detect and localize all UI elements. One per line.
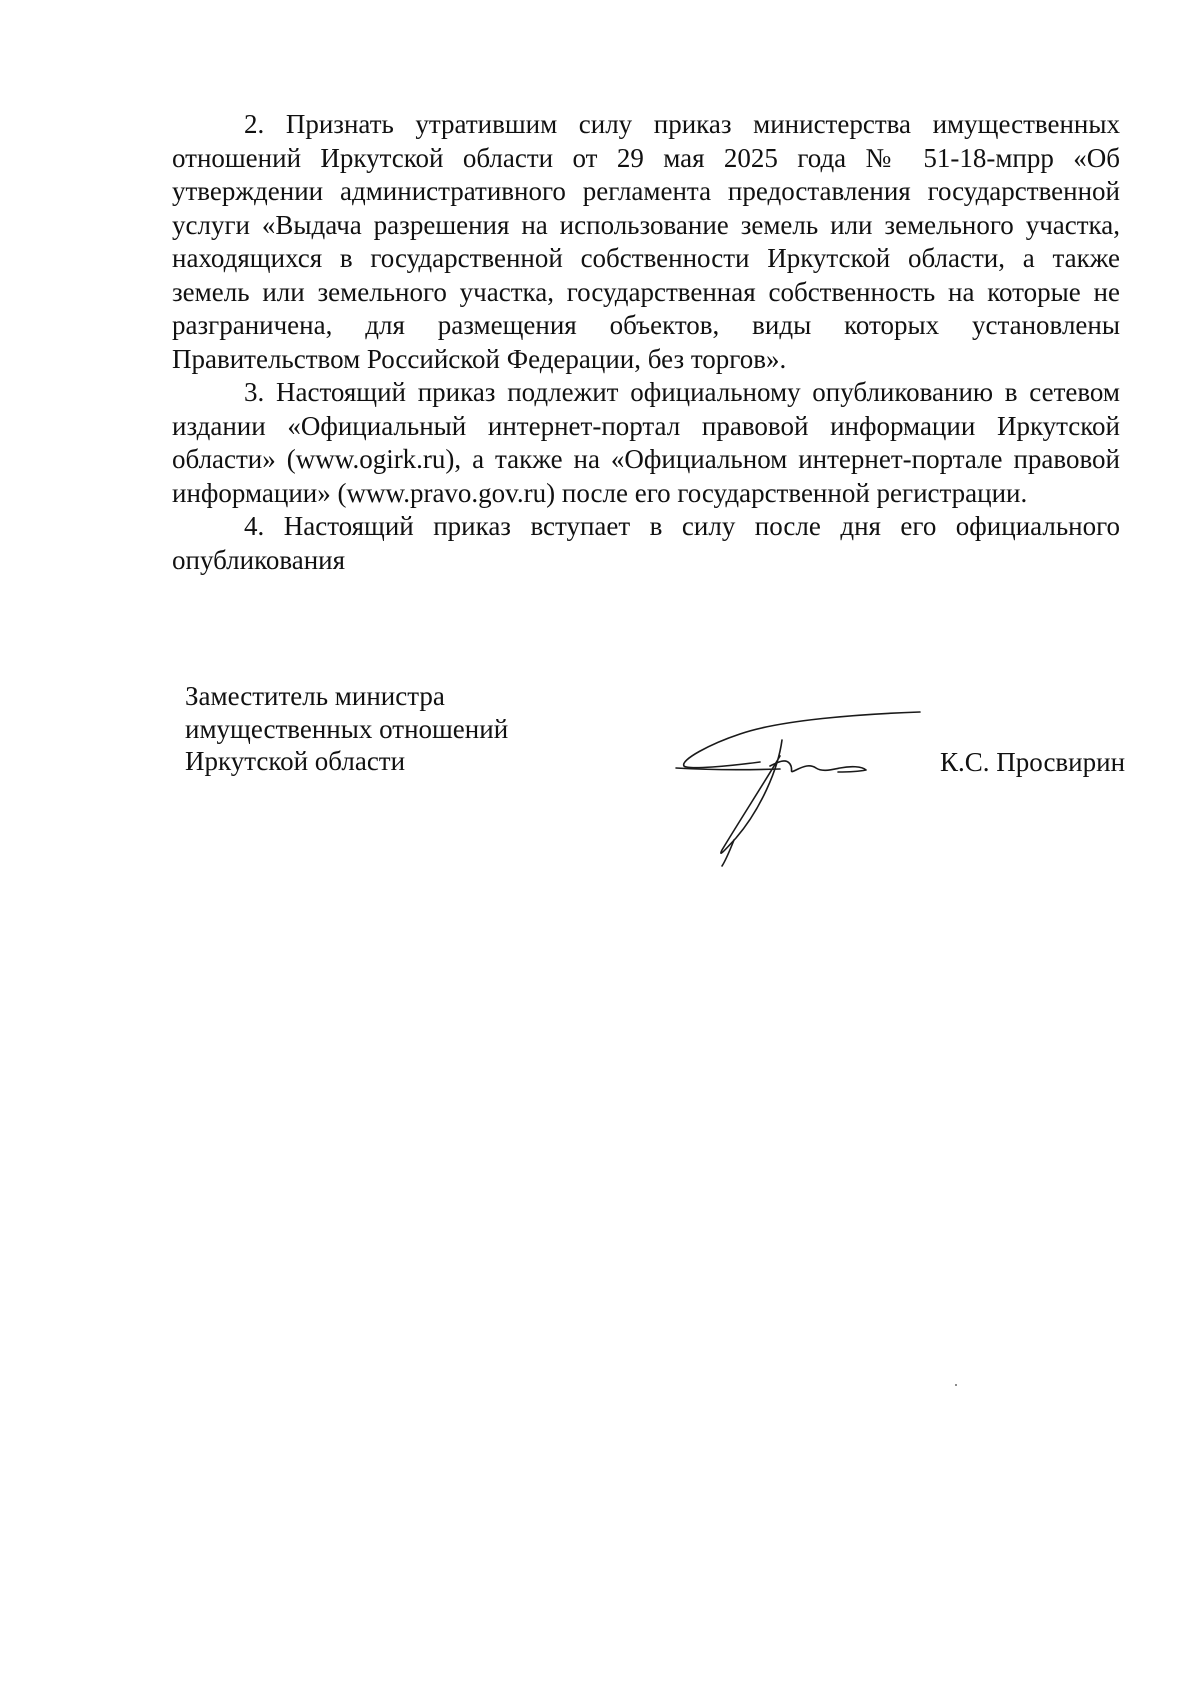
position-line-3: Иркутской области bbox=[185, 746, 406, 776]
scan-speck bbox=[955, 1384, 957, 1386]
paragraph-3: 3. Настоящий приказ подлежит официальному опубликованию в сетевом издании «Официальный интернет-портал правовой информации Иркутской области» (www.ogirk.ru), а также на «Официальном интернет-портале правовой информации» (www.pravo.gov.ru) после его государственной регистрации. bbox=[172, 377, 1120, 508]
handwritten-signature bbox=[670, 700, 930, 870]
signatory-position bbox=[185, 680, 508, 778]
paragraph-2: 2. Признать утратившим силу приказ министерства имущественных отношений Иркутской области от 29 мая 2025 года № 51-18-мпрр «Об утверждении административного регламента предоставления государственной услуги «Выдача разрешения на использование земель или земельного участка, находящихся в государственной собственности Иркутской области, а также земель или земельного участка, государственная собственность на которые не разграничена, для размещения объектов, виды которых установлены Правительством Российской Федерации, без торгов». bbox=[172, 109, 1120, 374]
document-body bbox=[172, 108, 1120, 577]
paragraph-4: 4. Настоящий приказ вступает в силу после дня его официального опубликования bbox=[172, 511, 1120, 575]
position-line-1: Заместитель министра bbox=[185, 681, 445, 711]
position-line-2: имущественных отношений bbox=[185, 713, 509, 744]
signer-name: К.С. Просвирин bbox=[940, 747, 1126, 777]
